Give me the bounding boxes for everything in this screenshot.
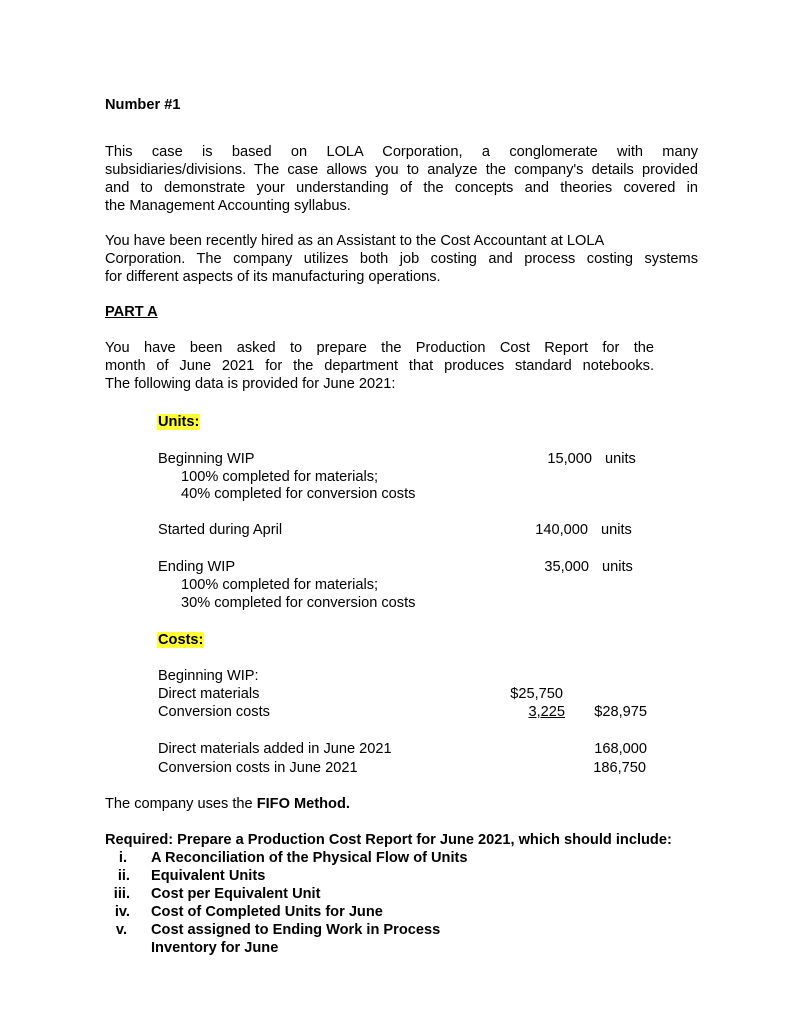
beginning-wip-value: 15,000 (547, 451, 592, 467)
hired-line: for different aspects of its manufacturing operations. (105, 269, 441, 285)
cc-june-value: 186,750 (593, 760, 646, 776)
dm-added-value: 168,000 (594, 741, 647, 757)
required-item-number: i. (118, 850, 127, 866)
method-sentence: The company uses the FIFO Method. (105, 796, 350, 812)
ending-wip-note: 100% completed for materials; (181, 577, 379, 593)
ending-wip-value: 35,000 (544, 559, 589, 575)
intro-paragraph (105, 143, 698, 215)
beginning-wip-note: 100% completed for materials; (181, 469, 379, 485)
required-item-text: Equivalent Units (151, 868, 266, 884)
hired-line: Corporation. The company utilizes both job costing and process costing systems (105, 251, 698, 267)
intro-line: subsidiaries/divisions. The case allows you to analyze the company's details provided (105, 162, 698, 178)
started-value: 140,000 (535, 522, 588, 538)
costs-beginning-label: Beginning WIP: (158, 668, 259, 684)
started-label: Started during April (158, 522, 283, 538)
part-paragraph (105, 339, 654, 393)
ending-wip-unit: units (602, 559, 633, 575)
required-item-number: iii. (113, 886, 130, 902)
method-name: FIFO Method. (256, 796, 350, 812)
required-item-text: Cost of Completed Units for June (151, 904, 383, 920)
required-item-number: ii. (117, 868, 130, 884)
required-item-text: Cost assigned to Ending Work in Process (151, 922, 441, 938)
started-unit: units (601, 522, 632, 538)
direct-materials-label: Direct materials (158, 686, 260, 702)
ending-wip-note: 30% completed for conversion costs (181, 595, 416, 611)
intro-line: the Management Accounting syllabus. (105, 198, 351, 214)
dm-added-label: Direct materials added in June 2021 (158, 741, 392, 757)
ending-wip-label: Ending WIP (158, 559, 236, 575)
part-line: You have been asked to prepare the Production Cost Report for the (105, 340, 654, 356)
intro-line: and to demonstrate your understanding of the concepts and theories covered in (105, 180, 698, 196)
hired-paragraph (105, 232, 698, 286)
hired-line: You have been recently hired as an Assistant to the Cost Accountant at LOLA (105, 233, 605, 249)
beginning-wip-unit: units (605, 451, 636, 467)
units-heading: Units: (158, 414, 200, 430)
required-statement: Required: Prepare a Production Cost Report for June 2021, which should include: (105, 832, 672, 848)
direct-materials-value: $25,750 (510, 686, 563, 702)
required-item-text: A Reconciliation of the Physical Flow of Units (151, 850, 468, 866)
beginning-wip-total: $28,975 (594, 704, 647, 720)
page-title: Number #1 (105, 97, 181, 113)
part-heading: PART A (105, 304, 158, 320)
part-line: The following data is provided for June 2021: (105, 376, 396, 392)
required-item-number: iv. (114, 904, 130, 920)
conversion-costs-value: 3,225 (528, 704, 565, 720)
cc-june-label: Conversion costs in June 2021 (158, 760, 358, 776)
required-item-text: Cost per Equivalent Unit (151, 886, 321, 902)
intro-line: This case is based on LOLA Corporation, a conglomerate with many (105, 144, 698, 160)
conversion-costs-label: Conversion costs (158, 704, 270, 720)
required-item-continuation: Inventory for June (151, 940, 279, 956)
required-item-number: v. (115, 922, 127, 938)
part-line: month of June 2021 for the department that produces standard notebooks. (105, 358, 654, 374)
costs-heading: Costs: (158, 632, 204, 648)
beginning-wip-note: 40% completed for conversion costs (181, 486, 416, 502)
beginning-wip-label: Beginning WIP (158, 451, 255, 467)
